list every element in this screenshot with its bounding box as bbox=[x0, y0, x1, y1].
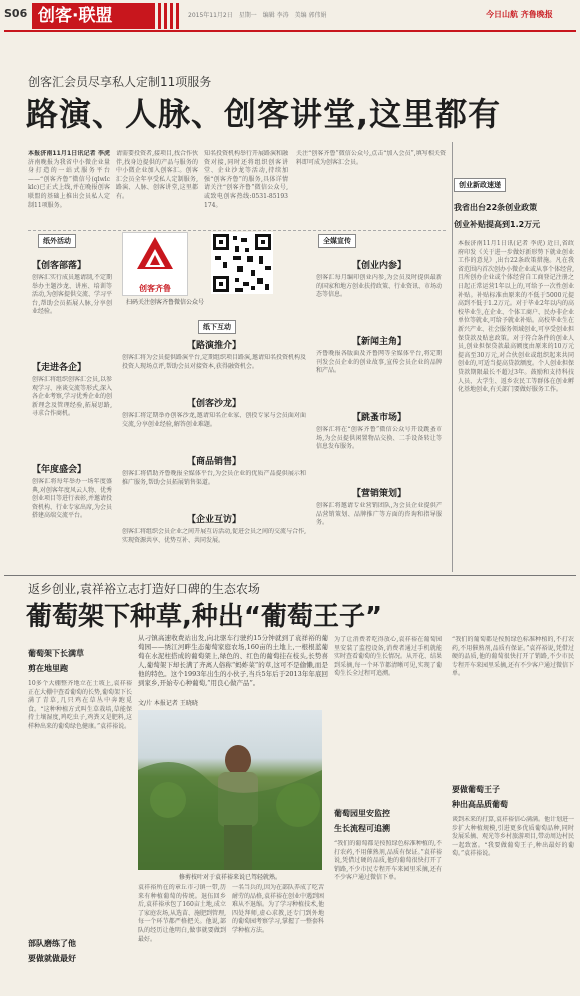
logo-mark-icon bbox=[123, 233, 187, 279]
sidebar-headline-1: 我省出台22条创业政策 bbox=[454, 203, 538, 212]
service-item bbox=[122, 512, 306, 564]
service-body: 创客汇将邀请专业营销团队,为会员企业提供产品营销策划、品牌推广等方面的咨询和指导服务。 bbox=[316, 502, 442, 527]
story2-col4-block bbox=[334, 636, 442, 982]
story2-col4-text-b: “我们的葡萄都是按照绿色标准种植的,不打农药,不用催熟剂,品质有保证。”袁祥裕说,凭借过硬的品质,他的葡萄很快打开了销路,不少市民专程开车来园里采摘,还有不少客户通过微信下单。 bbox=[334, 840, 442, 882]
service-item bbox=[32, 360, 112, 454]
story2-col3: 一名当兵的,因为在部队养成了吃苦耐劳的品格,袁祥裕在创业中遇到困难从不退缩。为了学习种植技术,他四处拜师,虚心求教,还专门到外地的葡萄园考察学习,掌握了一整套科学种植方法。 bbox=[232, 884, 324, 934]
service-title: 【走进各企】 bbox=[32, 363, 87, 373]
story1-col3: 知名投资机构举行开展路演和融资对接,同时还将组织创客讲堂、企业沙龙等活动,持续加强“创客齐鲁”的服务,具体详情请关注“创客齐鲁”微信公众号,或致电创客热线:0531-85193174。 bbox=[204, 150, 288, 209]
service-item bbox=[122, 338, 306, 390]
service-item bbox=[32, 258, 112, 352]
story2-col5-text: “我们的葡萄都是按照绿色标准种植的,不打农药,不用催熟剂,品质有保证。”袁祥裕说,凭借过硬的品质,他的葡萄很快打开了销路,不少市民专程开车来园里采摘,还有不少客户通过微信下单。 bbox=[452, 636, 574, 678]
service-body: 创客汇将每年举办一场年度盛典,对创客年度风云人物、优秀创业项目等进行表彰,并邀请投资机构、行业专家出席,为会员搭建高端交流平台。 bbox=[32, 478, 112, 520]
service-body: 创客汇实行成员邀请制,不定期举办主题沙龙、讲座、培训等活动,为创客提供交流、学习平台,帮助会员拓展人脉,分享创业经验。 bbox=[32, 274, 112, 316]
subhead-d2: 种出高品质葡萄 bbox=[452, 800, 508, 809]
qr-code-icon bbox=[211, 232, 273, 294]
subhead-c2: 生长流程可追溯 bbox=[334, 824, 390, 833]
date-line: 2015年11月2日 星期一 编辑 李涛 美编 郭伟娟 bbox=[188, 12, 327, 19]
story2-col5-text-b: 谈到未来的打算,袁祥裕信心满满。他计划进一步扩大种植规模,引进更多优质葡萄品种,同时发展采摘、观光等乡村旅游项目,带动周边村民一起致富。“我要做葡萄王子,种出最好的葡萄。”袁祥裕说。 bbox=[452, 816, 574, 858]
service-body: 创客汇将组织创客汇会员,以参观学习、座谈交流等形式,深入各企业考察,学习优秀企业的创新理念及管理经验,拓展思路,寻求合作商机。 bbox=[32, 376, 112, 418]
subhead-a2: 剪在地里跑 bbox=[28, 664, 68, 673]
sidebar-label: 创业新政速递 bbox=[454, 178, 506, 192]
service-body: 创客汇将为会员提供路演平台,定期组织项目路演,邀请知名投资机构及投资人现场点评,帮助会员对接资本,获得融资机会。 bbox=[122, 354, 306, 370]
policy-sidebar-header bbox=[454, 172, 576, 235]
story1-lead-block bbox=[28, 150, 110, 228]
story2-kicker: 返乡创业,袁祥裕立志打造好口碑的生态农场 bbox=[28, 582, 260, 596]
spacer bbox=[4, 142, 446, 143]
story1-col2: 请需要投资者,接项目,找合作伙伴,找身边提供的产品与服务的中小微企业加入创客汇。创客汇会员全年享受私人定制服务,路演、人脉、创客讲堂,这里都有。 bbox=[116, 150, 198, 200]
story1-lead-byline: 本报济南11月1日讯记者 李虎 bbox=[28, 150, 110, 157]
service-item bbox=[122, 396, 306, 448]
service-title: 【创业内参】 bbox=[351, 261, 406, 271]
right-services-list bbox=[316, 258, 442, 554]
service-body: 齐鲁晚报各版面及齐鲁网等全媒体平台,将定期刊发会员企业的创业故事,宣传会员企业的品牌和产品。 bbox=[316, 350, 442, 375]
service-title: 【年度盛会】 bbox=[32, 465, 87, 475]
subhead-c1: 葡萄园里安监控 bbox=[334, 809, 390, 818]
sidebar-body: 本报济南11月1日讯(记者 李虎) 近日,省政府印发《关于进一步做好新形势下就业创业工作的意见》,出台22条政策措施。凡在我省范围内首次创办小微企业或从事个体经营,且所创办企业或个体经营自工商登记注册之日起正常运营1年以上的,可给予一次性创业补贴。补贴标准由原来的不低于5000元提高到不低于1.2万元。对于毕业2年以内的高校毕业生,在企业、个体工商户、民办非企业单位等就业,可给予就业补贴。高校毕业生在新兴产业、社会服务领域创业,可享受创业担保贷款及贴息政策。对于符合条件的创业人员,创业担保贷款最高额度由原来的10万元提高至30万元,对合伙创业或组织起来共同创业的,可适当提高贷款额度。个人创业担保贷款期限最长不超过3年。鼓励和支持科技人员、大学生、返乡农民工等群体在创业孵化基地创业,有关部门要做好服务工作。 bbox=[458, 240, 574, 394]
paper-name: 今日山航 齐鲁晚报 bbox=[486, 10, 553, 19]
service-body: 创客汇将在“创客齐鲁”微信公众号开设跳蚤市场,为会员提供闲置物品交换、二手设备转让等信息发布服务。 bbox=[316, 426, 442, 451]
service-title: 【跳蚤市场】 bbox=[351, 413, 406, 423]
story1-col4: 关注“创客齐鲁”微信公众号,点击“加入会员”,填写相关资料即可成为创客汇会员。 bbox=[296, 150, 446, 166]
subhead-d1: 要做葡萄王子 bbox=[452, 785, 500, 794]
service-item bbox=[32, 462, 112, 558]
service-title: 【企业互访】 bbox=[186, 515, 241, 525]
story2-col5-block bbox=[452, 636, 574, 996]
label-online-interaction: 纸下互动 bbox=[198, 320, 236, 334]
section-rule bbox=[4, 575, 576, 576]
page-number: S06 bbox=[4, 7, 28, 20]
service-title: 【创客沙龙】 bbox=[186, 399, 241, 409]
service-body: 创客汇将借助齐鲁晚报全媒体平台,为会员企业的优质产品提供展示和推广服务,帮助会员拓展销售渠道。 bbox=[122, 470, 306, 486]
sidebar-headline-2: 创业补贴提高到1.2万元 bbox=[454, 220, 541, 229]
story1-lead: 济南晚报为我省中小微企业量身打造的一站式服务平台——“创客齐鲁”微信号(qlwlcklc)已正式上线,并在晚报创客联盟的基础上推出会员私人定制11项服务。 bbox=[28, 158, 110, 209]
decorative-stripe bbox=[152, 3, 180, 29]
service-item bbox=[316, 410, 442, 478]
story2-col2: 袁祥裕所在的章丘市刁镇一带,历来有种植葡萄的传统。退伍回乡后,袁祥裕承包了160亩土地,成立了家庭农场,从选苗、施肥到管理,每一个环节都严格把关。他说,部队的经历让他明白,做事就要做到最好。 bbox=[138, 884, 226, 943]
story1-kicker: 创客汇会员尽享私人定制11项服务 bbox=[28, 75, 212, 89]
subhead-b2: 要做就做最好 bbox=[28, 954, 76, 963]
service-title: 【创客部落】 bbox=[32, 261, 87, 271]
service-item bbox=[122, 454, 306, 506]
story2-byline: 文/片 本报记者 王晓晓 bbox=[138, 700, 198, 707]
story1-headline: 路演、人脉、创客讲堂,这里都有 bbox=[26, 95, 502, 133]
story2-col1 bbox=[28, 648, 132, 964]
subhead-b1: 部队磨练了他 bbox=[28, 939, 76, 948]
service-body: 创客汇每月编印创业内参,为会员及时提供最新的国家和地方创业扶持政策、行业资讯、市场动态等信息。 bbox=[316, 274, 442, 299]
subhead-a1: 葡萄架下长满草 bbox=[28, 649, 84, 658]
story2-col4-text: 为了让消费者吃得放心,袁祥裕在葡萄园里安装了监控设备,消费者通过手机就能实时查看葡萄的生长情况。从开花、结果到采摘,每一个环节都清晰可见,实现了葡萄生长全过程可追溯。 bbox=[334, 636, 442, 678]
qr-caption: 扫码关注创客齐鲁微信公众号 bbox=[126, 299, 205, 306]
service-title: 【新闻主角】 bbox=[351, 337, 406, 347]
column-name: 创客·联盟 bbox=[32, 3, 158, 29]
service-item bbox=[316, 486, 442, 554]
left-services-list bbox=[32, 258, 112, 558]
farmer-photo bbox=[138, 710, 322, 870]
column-divider bbox=[452, 142, 453, 572]
service-body: 创客汇将组织会员企业之间开展互访活动,促进会员之间的交流与合作,实现资源共享、优势互补、共同发展。 bbox=[122, 528, 306, 544]
header-rule bbox=[4, 30, 576, 32]
logo-text: 创客齐鲁 bbox=[139, 284, 171, 293]
story2-headline: 葡萄架下种草,种出“葡萄王子” bbox=[26, 602, 383, 632]
label-all-media: 全媒宣传 bbox=[318, 234, 356, 248]
service-item bbox=[316, 258, 442, 326]
photo-caption: 修剪枝叶对于袁祥裕来说已驾轻就熟。 bbox=[178, 874, 281, 881]
story2-col1-text: 10多个大棚整齐地立在土坡上,袁祥裕正在大棚中查看葡萄的长势,葡萄架下长满了青草,几只鸡在草丛中奔跑觅食。“这种种植方式叫生草栽培,草能保持土壤湿度,鸡吃虫子,鸡粪又是肥料,这样种出来的葡萄绿色健康。”袁祥裕说。 bbox=[28, 680, 132, 730]
service-body: 创客汇将定期举办创客沙龙,邀请知名企业家、创投专家与会员面对面交流,分享创业经验,解答创业难题。 bbox=[122, 412, 306, 428]
service-title: 【路演推介】 bbox=[186, 341, 241, 351]
service-title: 【商品销售】 bbox=[186, 457, 241, 467]
service-title: 【营销策划】 bbox=[351, 489, 406, 499]
chuangke-qilu-logo bbox=[122, 232, 188, 296]
center-services-list bbox=[122, 338, 306, 564]
story2-intro: 从刁镇高速收费站出发,向北驱车行驶约15分钟就到了袁祥裕的葡萄园——绣江河畔生态葡萄家庭农场,160亩的土地上,一根根蓝葡萄在水泥柱搭成的葡萄架上,绿色的、红色的葡萄挂在枝头,长势喜人,葡萄架下却长满了齐离人俗称“蚂蚱菜”的草,这可不是偷懒,而是他的特色。这个1993年出生的小伙子,当兵5年后于2013年年底回到家乡,开始专心种葡萄,“用良心做产品”。 bbox=[138, 634, 328, 687]
service-item bbox=[316, 334, 442, 402]
label-offline-activities: 纸外活动 bbox=[38, 234, 76, 248]
